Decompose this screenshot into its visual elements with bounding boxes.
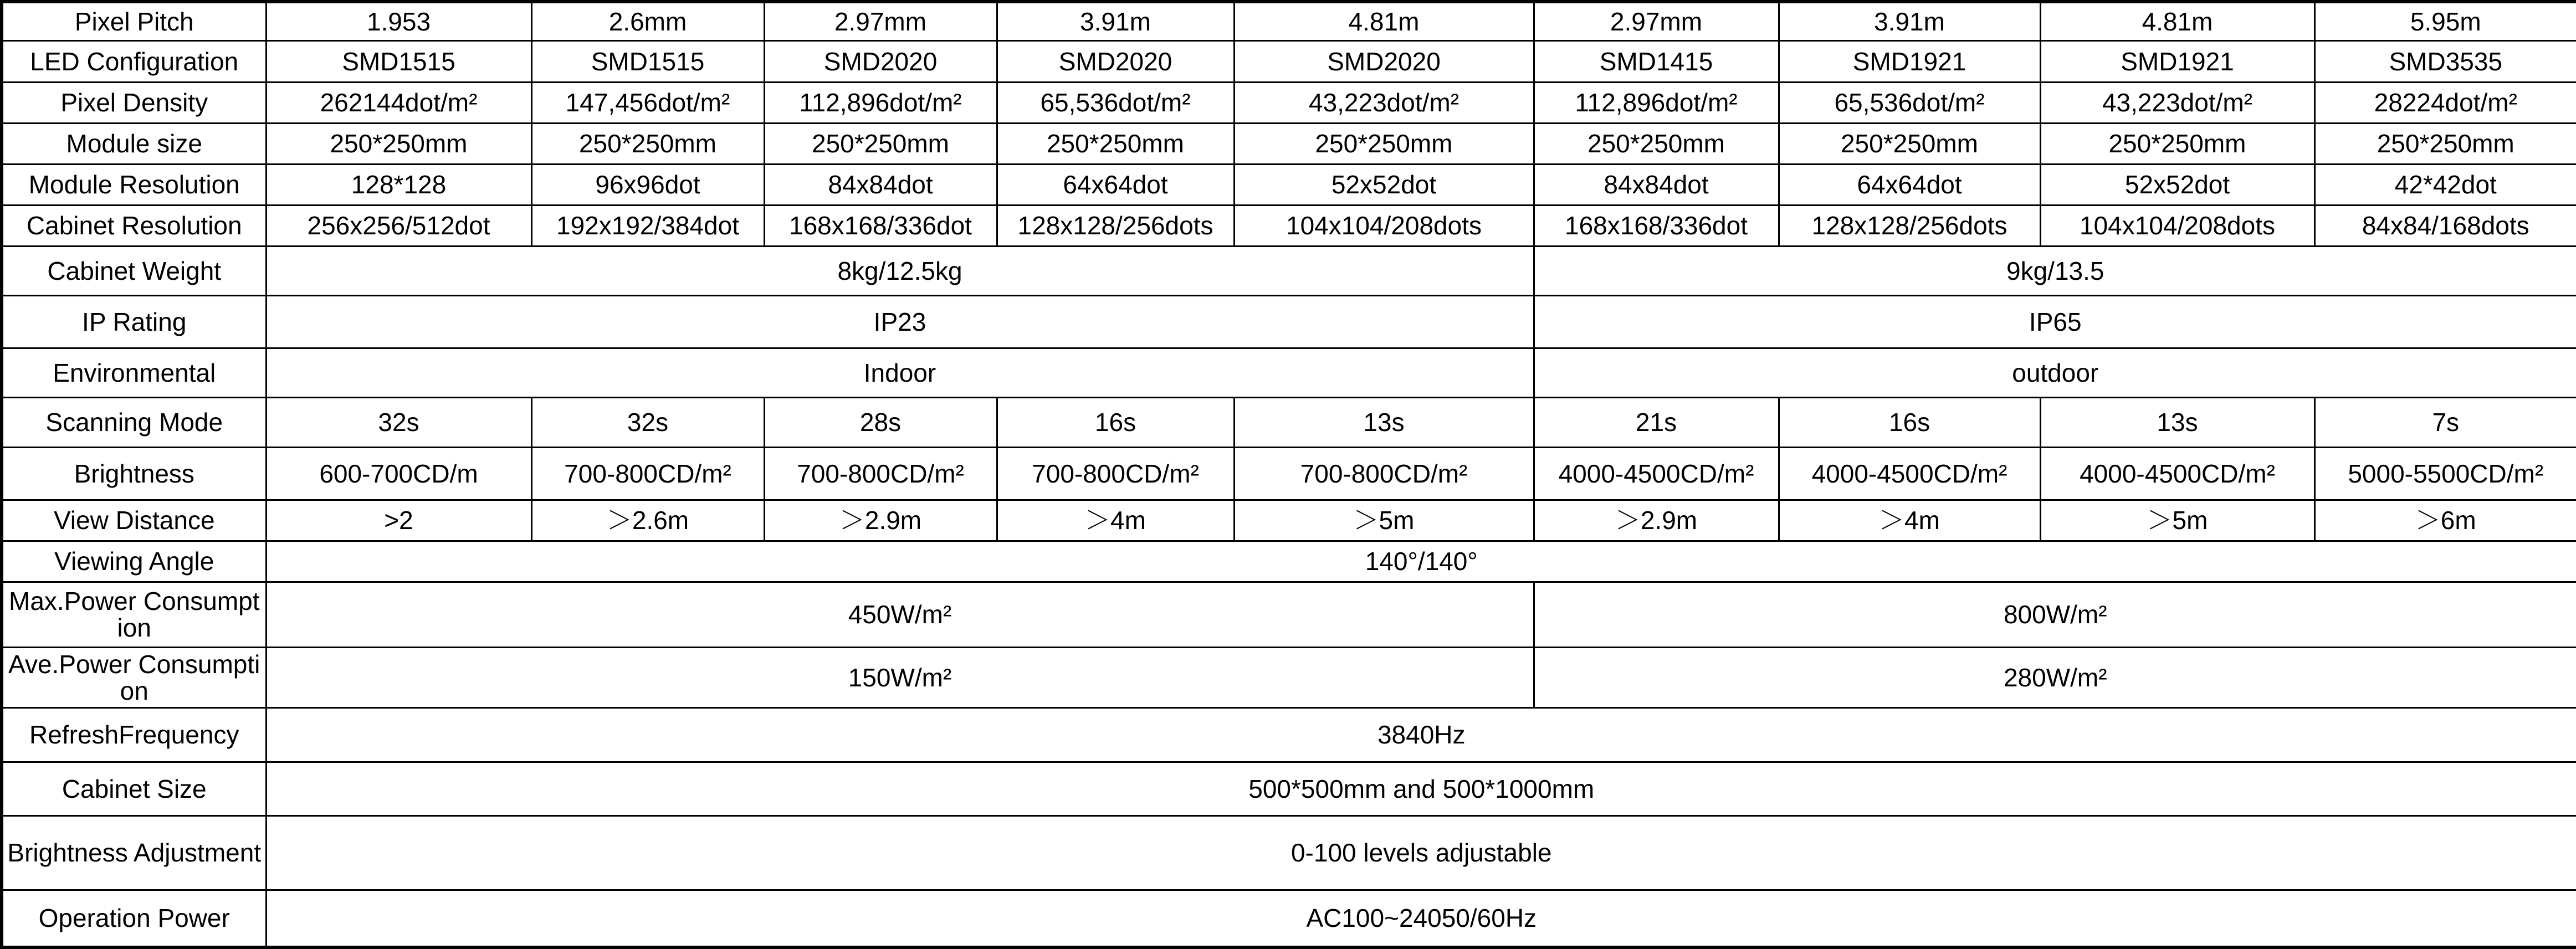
outdoor-cell: 9kg/13.5 — [1534, 246, 2576, 295]
cell: 112,896dot/m² — [1534, 82, 1779, 123]
cell: 104x104/208dots — [1234, 205, 1534, 246]
cell: 64x64dot — [997, 164, 1234, 205]
cell: 84x84dot — [764, 164, 997, 205]
cell: 700-800CD/m² — [531, 447, 764, 500]
row-label: Brightness — [2, 447, 266, 500]
row-label: IP Rating — [2, 295, 266, 348]
row-cabinet-size — [2, 762, 2576, 815]
cell: 5000-5500CD/m² — [2314, 447, 2576, 500]
cell: 2.97mm — [1534, 2, 1779, 41]
cell: 52x52dot — [2040, 164, 2314, 205]
outdoor-cell: 800W/m² — [1534, 582, 2576, 648]
cell: 16s — [1779, 398, 2040, 447]
cell: 600-700CD/m — [266, 447, 531, 500]
cell: 500*500mm and 500*1000mm — [266, 762, 2576, 815]
cell: 128x128/256dots — [997, 205, 1234, 246]
cell: SMD2020 — [764, 41, 997, 82]
row-operation-power — [2, 890, 2576, 947]
cell: 43,223dot/m² — [1234, 82, 1534, 123]
outdoor-cell: IP65 — [1534, 295, 2576, 348]
cell: 13s — [2040, 398, 2314, 447]
row-label: Cabinet Resolution — [2, 205, 266, 246]
cell: 3.91m — [997, 2, 1234, 41]
cell: 700-800CD/m² — [764, 447, 997, 500]
row-label: Pixel Pitch — [2, 2, 266, 41]
row-label: View Distance — [2, 500, 266, 541]
row-module-resolution — [2, 164, 2576, 205]
row-ip-rating — [2, 295, 2576, 348]
cell: 250*250mm — [2040, 123, 2314, 164]
cell: 4000-4500CD/m² — [1779, 447, 2040, 500]
cell: 4.81m — [2040, 2, 2314, 41]
row-label: Cabinet Weight — [2, 246, 266, 295]
cell: 128*128 — [266, 164, 531, 205]
row-label: Cabinet Size — [2, 762, 266, 815]
row-max-power — [2, 582, 2576, 648]
cell: 250*250mm — [266, 123, 531, 164]
outdoor-cell: 280W/m² — [1534, 647, 2576, 708]
cell: 96x96dot — [531, 164, 764, 205]
row-label: Scanning Mode — [2, 398, 266, 447]
cell: 3840Hz — [266, 708, 2576, 762]
row-pixel-density — [2, 82, 2576, 123]
cell: ＞2.9m — [764, 500, 997, 541]
cell: 250*250mm — [2314, 123, 2576, 164]
cell: 32s — [531, 398, 764, 447]
cell: 250*250mm — [997, 123, 1234, 164]
cell: ＞2.6m — [531, 500, 764, 541]
row-label: Ave.Power Consumption — [2, 647, 266, 708]
row-brightness-adjustment — [2, 816, 2576, 890]
row-label: Pixel Density — [2, 82, 266, 123]
row-environmental — [2, 348, 2576, 398]
cell: 65,536dot/m² — [1779, 82, 2040, 123]
cell: ＞6m — [2314, 500, 2576, 541]
cell: 250*250mm — [1234, 123, 1534, 164]
cell: AC100~24050/60Hz — [266, 890, 2576, 947]
cell: 2.97mm — [764, 2, 997, 41]
cell: SMD1515 — [531, 41, 764, 82]
cell: SMD1515 — [266, 41, 531, 82]
cell: 4000-4500CD/m² — [1534, 447, 1779, 500]
cell: 84x84dot — [1534, 164, 1779, 205]
indoor-cell: IP23 — [266, 295, 1534, 348]
cell: SMD1921 — [2040, 41, 2314, 82]
cell: ＞2.9m — [1534, 500, 1779, 541]
row-pixel-pitch — [2, 2, 2576, 41]
cell: 250*250mm — [1534, 123, 1779, 164]
cell: 28224dot/m² — [2314, 82, 2576, 123]
cell: >2 — [266, 500, 531, 541]
row-ave-power — [2, 647, 2576, 708]
indoor-cell: 150W/m² — [266, 647, 1534, 708]
row-label: LED Configuration — [2, 41, 266, 82]
cell: 42*42dot — [2314, 164, 2576, 205]
row-brightness — [2, 447, 2576, 500]
row-label: Brightness Adjustment — [2, 816, 266, 890]
cell: 147,456dot/m² — [531, 82, 764, 123]
cell: 52x52dot — [1234, 164, 1534, 205]
cell: 65,536dot/m² — [997, 82, 1234, 123]
row-label: Module size — [2, 123, 266, 164]
cell: 700-800CD/m² — [1234, 447, 1534, 500]
cell: 168x168/336dot — [764, 205, 997, 246]
cell: 1.953 — [266, 2, 531, 41]
cell: 32s — [266, 398, 531, 447]
row-label: RefreshFrequency — [2, 708, 266, 762]
cell: 4.81m — [1234, 2, 1534, 41]
cell: 0-100 levels adjustable — [266, 816, 2576, 890]
cell: 256x256/512dot — [266, 205, 531, 246]
cell: 5.95m — [2314, 2, 2576, 41]
cell: 2.6mm — [531, 2, 764, 41]
cell: ＞5m — [1234, 500, 1534, 541]
cell: SMD3535 — [2314, 41, 2576, 82]
cell: 140°/140° — [266, 541, 2576, 582]
cell: 43,223dot/m² — [2040, 82, 2314, 123]
cell: SMD1921 — [1779, 41, 2040, 82]
cell: 13s — [1234, 398, 1534, 447]
cell: 7s — [2314, 398, 2576, 447]
cell: ＞4m — [997, 500, 1234, 541]
row-scanning-mode — [2, 398, 2576, 447]
cell: 250*250mm — [764, 123, 997, 164]
indoor-cell: 8kg/12.5kg — [266, 246, 1534, 295]
row-label: Viewing Angle — [2, 541, 266, 582]
cell: 64x64dot — [1779, 164, 2040, 205]
cell: 192x192/384dot — [531, 205, 764, 246]
cell: 262144dot/m² — [266, 82, 531, 123]
row-cabinet-weight — [2, 246, 2576, 295]
cell: 84x84/168dots — [2314, 205, 2576, 246]
row-view-distance — [2, 500, 2576, 541]
cell: SMD2020 — [997, 41, 1234, 82]
row-refresh-frequency — [2, 708, 2576, 762]
cell: 250*250mm — [1779, 123, 2040, 164]
cell: 128x128/256dots — [1779, 205, 2040, 246]
outdoor-cell: outdoor — [1534, 348, 2576, 398]
cell: 112,896dot/m² — [764, 82, 997, 123]
row-label: Max.Power Consumption — [2, 582, 266, 648]
indoor-cell: Indoor — [266, 348, 1534, 398]
cell: 104x104/208dots — [2040, 205, 2314, 246]
cell: 21s — [1534, 398, 1779, 447]
row-led-configuration — [2, 41, 2576, 82]
cell: 16s — [997, 398, 1234, 447]
row-label: Operation Power — [2, 890, 266, 947]
cell: SMD2020 — [1234, 41, 1534, 82]
cell: 4000-4500CD/m² — [2040, 447, 2314, 500]
row-label: Module Resolution — [2, 164, 266, 205]
cell: 168x168/336dot — [1534, 205, 1779, 246]
cell: 700-800CD/m² — [997, 447, 1234, 500]
cell: ＞4m — [1779, 500, 2040, 541]
indoor-cell: 450W/m² — [266, 582, 1534, 648]
cell: ＞5m — [2040, 500, 2314, 541]
row-label: Environmental — [2, 348, 266, 398]
cell: 3.91m — [1779, 2, 2040, 41]
cell: 28s — [764, 398, 997, 447]
row-cabinet-resolution — [2, 205, 2576, 246]
cell: 250*250mm — [531, 123, 764, 164]
row-viewing-angle — [2, 541, 2576, 582]
row-module-size — [2, 123, 2576, 164]
cell: SMD1415 — [1534, 41, 1779, 82]
